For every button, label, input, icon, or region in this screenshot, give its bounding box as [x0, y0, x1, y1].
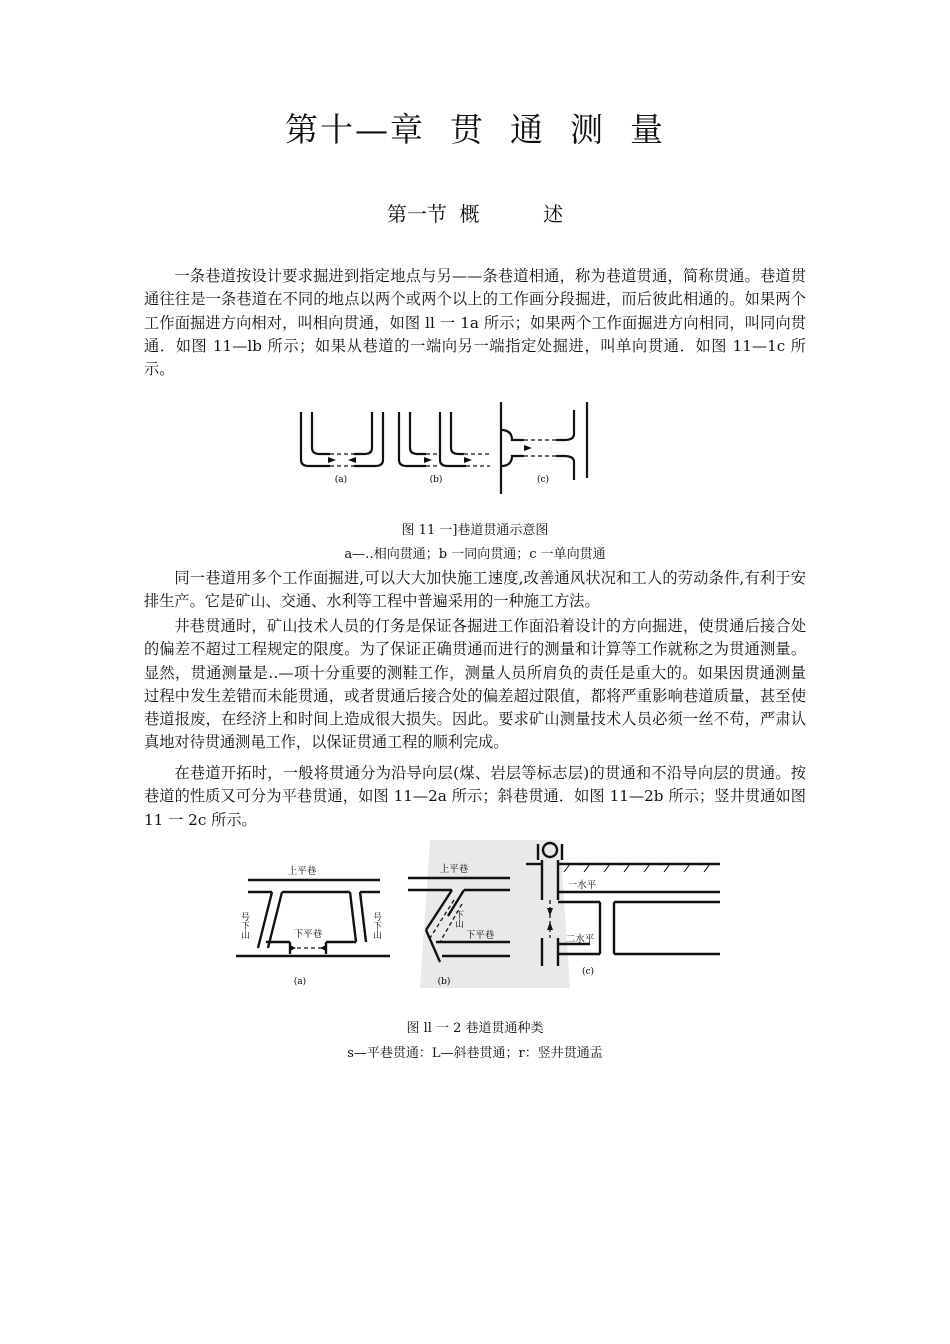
paragraph-3: 井巷贯通时，矿山技术人员的仃务是保证各掘进工作面沿着设计的方向掘进，使贯通后接合处的偏差不超过工程规定的限度。为了保证正确贯通而进行的测量和计算等工作就称之为贯通测量。显然，贯通测量是‥—项十分重要的测鞋工作，测量人员所肩负的责任是重大的。如果因贯通测量过程中发生差错而未能贯通，或者贯通后接合处的偏差超过限值，都将严重影响巷道质量，甚至使巷道报废，在经济上和时间上造成很大损失。因此。要求矿山测量技术人员必须一丝不苟，严肃认真地对待贯通测黾工作，以保证贯通工程的顺利完成。 [144, 617, 806, 752]
paragraph-2: 同一巷道用多个工作面掘进,可以大大加快施工速度,改善通风状况和工人的劳动条件,有利于安排生产。它是矿山、交通、水利等工程中普遍采用的一种施工方法。 [144, 569, 806, 611]
fig1c-right-branch-low [556, 456, 574, 480]
figure-11-2-diagram [230, 838, 722, 988]
fig2a-lower-label: 下平巷 [293, 929, 323, 940]
fig2a-upper-label: 上平巷 [287, 866, 317, 877]
fig1b-roadway-1-inner [410, 412, 426, 454]
fig1c-left-branch-low [501, 456, 524, 466]
fig1c-right-branch [556, 410, 574, 440]
fig1-panel-label-a: (a) [334, 475, 348, 485]
fig2b-panel-label: (b) [437, 977, 451, 987]
figure-11-2-caption: 图 ll 一 2 巷道贯通种类 [406, 1021, 544, 1036]
fig2b-upper-label: 上平巷 [439, 864, 469, 875]
figure-11-1-diagram [296, 400, 596, 496]
paragraph-1: 一条巷道按设计要求掘进到指定地点与另——条巷道相通，称为巷道贯通，简称贯通。巷道贯通往往是一条巷道在不同的地点以两个或两个以上的工作画分段掘进，而后彼此相通的。如果两个工作面掘进方向相对，叫相向贯通，如图 ll 一 1a 所示；如果两个工作面掘进方向相同，叫同向贯通．如图 11—lb 所示；如果从巷道的一端向另一端指定处掘进，叫单向贯通．如图 11—1c 所示。 [144, 267, 806, 379]
fig1c-arrow [524, 445, 532, 451]
fig2a-arrow-2 [320, 945, 326, 951]
fig1a-right-roadway [354, 412, 383, 466]
figure-11-1-subcaption: a—‥相向贯通；b 一同向贯通；c 一单向贯通 [344, 547, 606, 562]
fig2c-level1-label: 一水平 [567, 880, 597, 891]
fig1b-arrow [424, 457, 432, 463]
fig1b-roadway-2 [440, 412, 466, 466]
fig2c-level2-label: 二水平 [565, 934, 595, 945]
fig2a-panel-label: (a) [293, 977, 307, 987]
fig1-panel-label-c: (c) [536, 475, 550, 485]
fig2a-arrow [290, 945, 296, 951]
fig1c-left-branch [501, 430, 524, 440]
fig2a-level-roadway [236, 880, 390, 956]
fig1a-left-roadway [301, 412, 330, 466]
fig1a-right-roadway-inner [354, 412, 372, 454]
figure-11-2-subcaption: s—平巷贯通：L—斜巷贯通；r：竖井贯通盂 [347, 1046, 603, 1061]
fig2b-incline-label: 下山 [453, 910, 463, 928]
chapter-title: 第十—章 贯 通 测 量 [285, 110, 665, 149]
fig2b-lower-label: 下平巷 [465, 930, 495, 941]
fig1a-arrow [328, 457, 336, 463]
fig2a-left-shaft-label: 号下山 [239, 912, 249, 939]
fig2a-right-shaft-label: 号下山 [371, 912, 381, 939]
fig1-panel-label-b: (b) [429, 475, 443, 485]
fig1a-arrow-2 [348, 457, 356, 463]
paragraph-4: 在巷道开拓时，一般将贯通分为沿导向层(煤、岩层等标志层)的贯通和不沿导向层的贯通。按巷道的性质又可分为平巷贯通，如图 11—2a 所示；斜巷贯通．如图 11—2b 所示；竖井贯通如图 11 一 2c 所示。 [144, 764, 806, 829]
fig2c-panel-label: (c) [581, 967, 595, 977]
watermark-seal [420, 840, 570, 988]
figure-11-1-caption: 图 11 一]巷道贯通示意图 [401, 523, 549, 538]
fig1b-roadway-2-inner [451, 412, 464, 454]
section-title: 第一节 概 述 [386, 202, 564, 226]
fig1a-left-roadway-inner [312, 412, 330, 454]
fig1b-roadway-1 [399, 412, 426, 466]
fig1b-arrow-2 [464, 457, 472, 463]
fig2c-ground-hatch [564, 864, 710, 872]
